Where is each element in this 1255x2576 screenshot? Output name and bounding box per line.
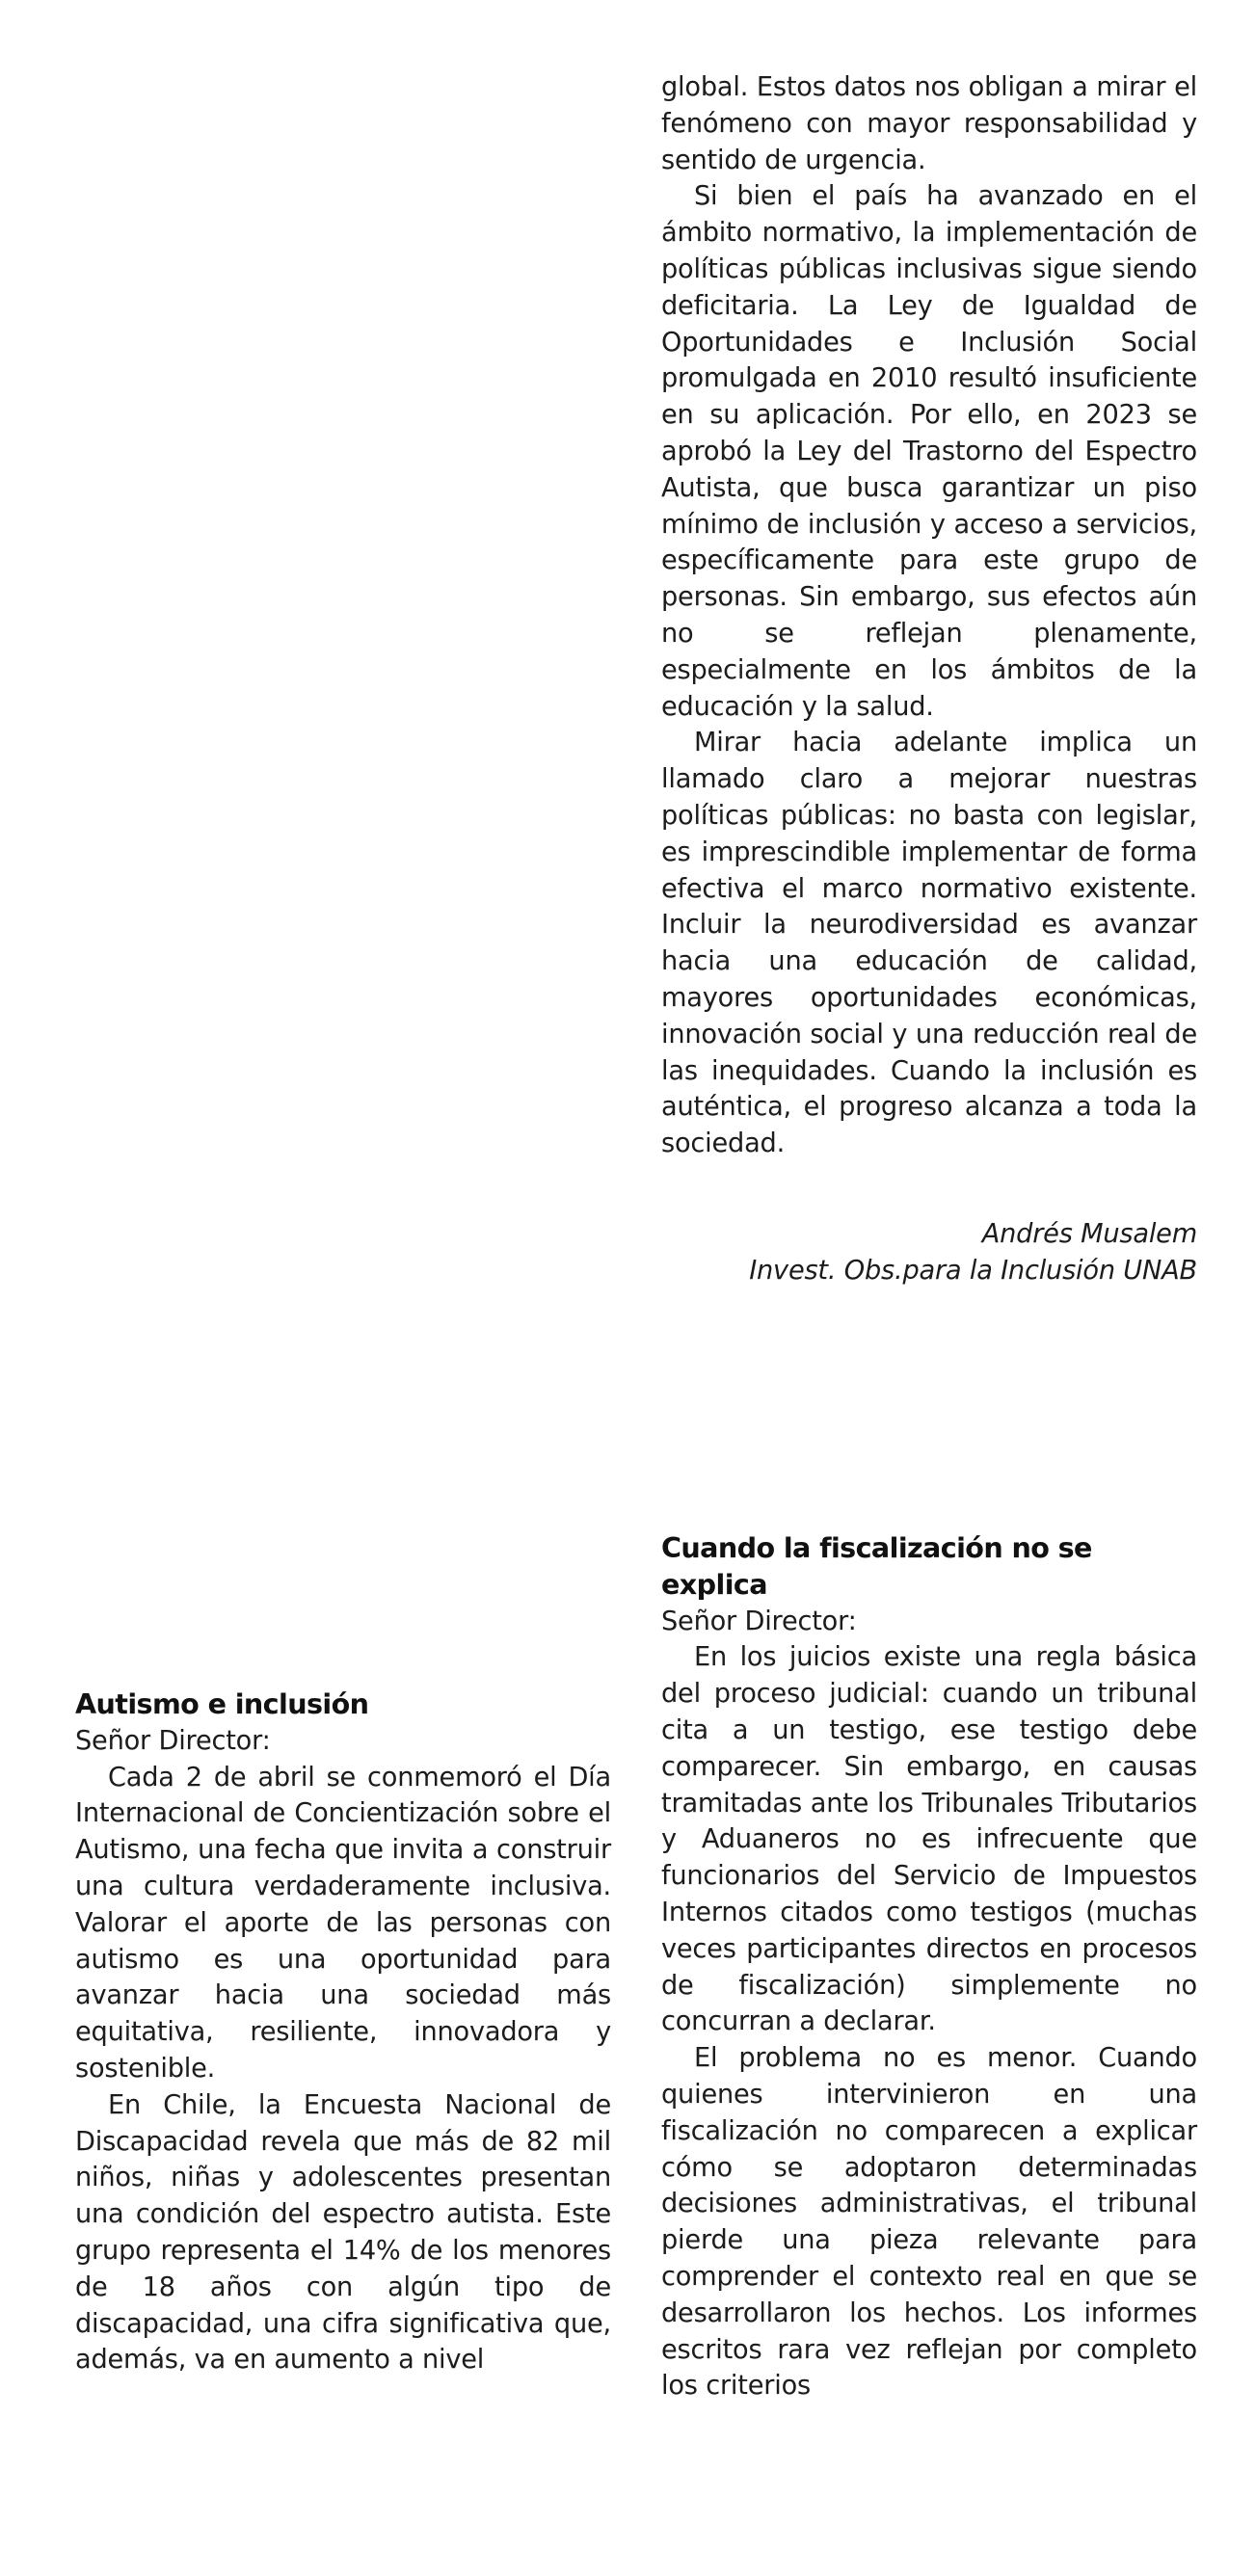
body-paragraph: El problema no es menor. Cuando quienes intervinieron en una fiscalización no comparecen a explicar cómo se adoptaron determinadas decisiones administrativas, el tribunal pierde una pieza relevante para comprender el contexto real en que se desarrollaron los hechos. Los informes escritos rara vez reflejan por completo los criterios: [661, 2043, 1197, 2402]
body-paragraph: En los juicios existe una regla básica del proceso judicial: cuando un tribunal cita a un testigo, ese testigo debe comparecer. Sin embargo, en causas tramitadas ante los Tribunales Tributarios y Aduaneros no es infrecuente que funcionarios del Servicio de Impuestos Internos citados como testigos (muchas veces participantes directos en procesos de fiscalización) simplemente no concurran a declarar.: [661, 1642, 1197, 2037]
body-paragraph: En Chile, la Encuesta Nacional de Discapacidad revela que más de 82 mil niños, niñas y adolescentes presentan una condición del espectro autista. Este grupo representa el 14% de los menores de 18 años con algún tipo de discapacidad, una cifra significativa que, además, va en aumento a nivel: [75, 2089, 611, 2376]
letter-title: Cuando la fiscalización no se explica: [661, 1531, 1092, 1601]
letter-autismo: [75, 1686, 611, 2378]
body-paragraph: global. Estos datos nos obligan a mirar el fenómeno con mayor responsabilidad y sentido de urgencia.: [661, 72, 1197, 175]
salutation: Señor Director:: [75, 1725, 271, 1756]
salutation: Señor Director:: [661, 1606, 857, 1636]
signature: [661, 1216, 1197, 1289]
letter-title: Autismo e inclusión: [75, 1687, 369, 1720]
body-paragraph: Si bien el país ha avanzado en el ámbito normativo, la implementación de políticas públicas inclusivas sigue siendo deficitaria. La Ley de Igualdad de Oportunidades e Inclusión Social promulgada en 2010 resultó insuficiente en su aplicación. Por ello, en 2023 se aprobó la Ley del Trastorno del Espectro Autista, que busca garantizar un piso mínimo de inclusión y acceso a servicios, específicamente para este grupo de personas. Sin embargo, sus efectos aún no se reflejan plenamente, especialmente en los ámbitos de la educación y la salud.: [661, 181, 1197, 722]
signature-name: Andrés Musalem: [981, 1218, 1197, 1249]
body-paragraph: Cada 2 de abril se conmemoró el Día Internacional de Concientización sobre el Autismo, una fecha que invita a construir una cultura verdaderamente inclusiva. Valorar el aporte de las personas con autismo es una oportunidad para avanzar hacia una sociedad más equitativa, resiliente, innovadora y sostenible.: [75, 1762, 611, 2084]
letter-continuation: [661, 69, 1197, 1289]
letter-fiscalizacion: [661, 1530, 1197, 2404]
body-paragraph: Mirar hacia adelante implica un llamado claro a mejorar nuestras políticas públicas: no basta con legislar, es imprescindible implementar de forma efectiva el marco normativo existente. Incluir la neurodiversidad es avanzar hacia una educación de calidad, mayores oportunidades económicas, innovación social y una reducción real de las inequidades. Cuando la inclusión es auténtica, el progreso alcanza a toda la sociedad.: [661, 728, 1197, 1159]
signature-affiliation: Invest. Obs.para la Inclusión UNAB: [749, 1255, 1197, 1286]
